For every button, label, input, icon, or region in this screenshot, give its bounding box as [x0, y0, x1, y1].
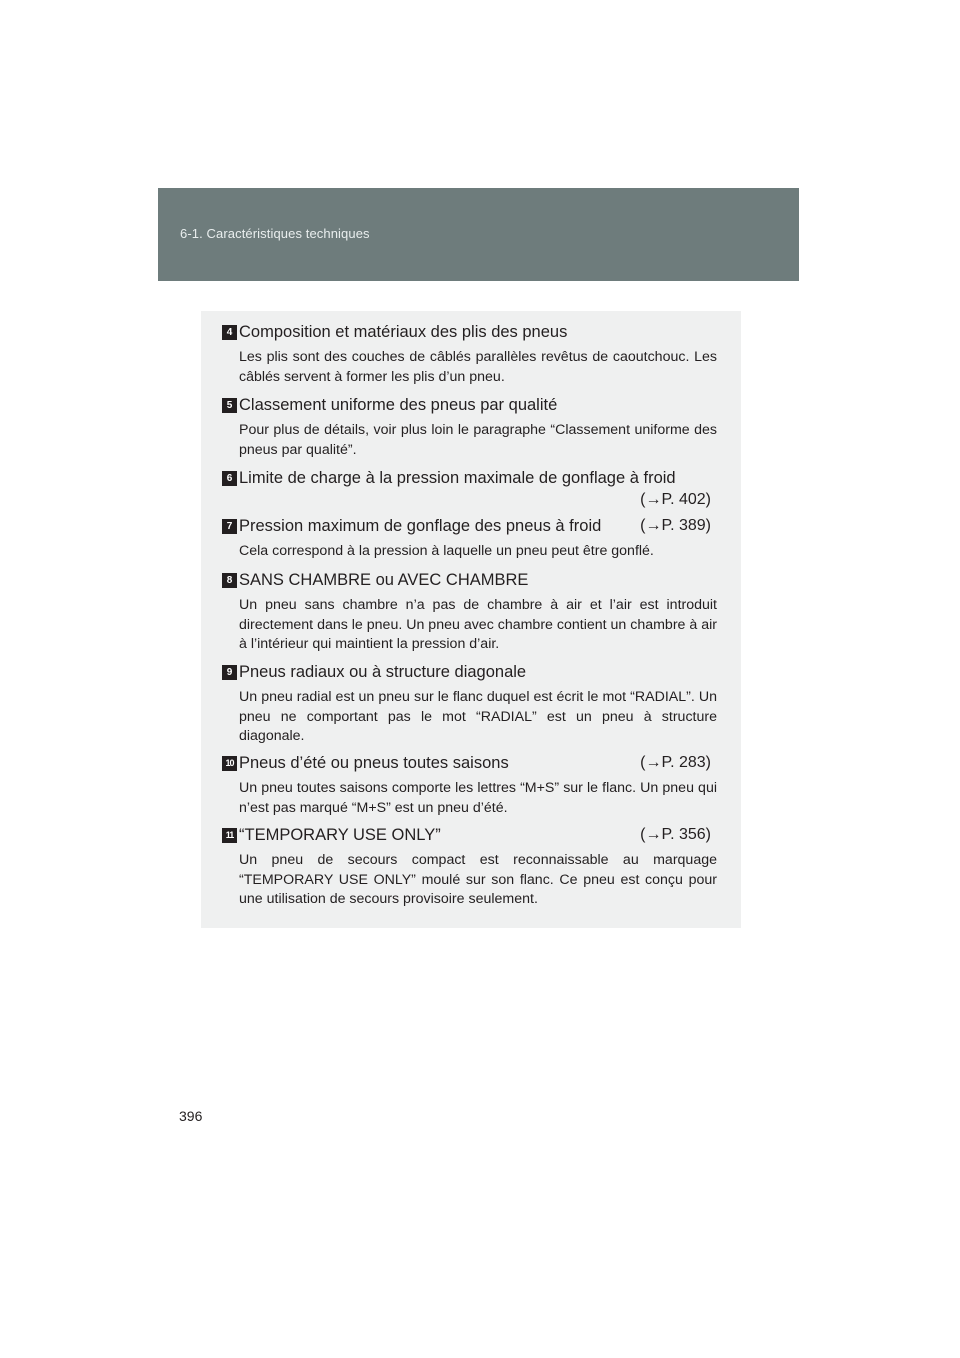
item-title: Composition et matériaux des plis des pneus: [239, 323, 568, 341]
item-number-badge: 5: [222, 398, 237, 413]
item-title: Pneus d’été ou pneus toutes saisons: [239, 754, 509, 772]
item-number-badge: 11: [222, 828, 237, 843]
page-reference: (→P. 356): [640, 826, 711, 843]
item-title: Pression maximum de gonflage des pneus à froid: [239, 517, 602, 535]
item-description: Un pneu de secours compact est reconnaissable au marquage “TEMPORARY USE ONLY” moulé sur son flanc. Ce pneu est conçu pour une utilisation de secours provisoire seulement.: [239, 852, 717, 907]
item-description: Un pneu toutes saisons comporte les lettres “M+S” sur le flanc. Un pneu qui n’est pas marqué “M+S” est un pneu d’été.: [239, 780, 717, 816]
item-number-badge: 7: [222, 519, 237, 534]
item-description: Un pneu radial est un pneu sur le flanc duquel est écrit le mot “RADIAL”. Un pneu ne comportant pas le mot “RADIAL” est un pneu à structure diagonale.: [239, 689, 717, 744]
item-title: SANS CHAMBRE ou AVEC CHAMBRE: [239, 571, 529, 589]
item-description: Pour plus de détails, voir plus loin le paragraphe “Classement uniforme des pneus par qualité”.: [239, 422, 717, 458]
page-reference: (→P. 389): [640, 517, 711, 534]
page-number: 396: [179, 1108, 203, 1124]
item-title: Pneus radiaux ou à structure diagonale: [239, 663, 527, 681]
tire-info-panel: [201, 311, 741, 928]
item-title: Classement uniforme des pneus par qualité: [239, 396, 558, 414]
item-description: Les plis sont des couches de câblés parallèles revêtus de caoutchouc. Les câblés servent à former les plis d’un pneu.: [239, 349, 717, 385]
item-description: Cela correspond à la pression à laquelle un pneu peut être gonflé.: [239, 543, 654, 559]
section-title: 6-1. Caractéristiques techniques: [180, 226, 370, 241]
item-title: Limite de charge à la pression maximale de gonflage à froid: [239, 469, 676, 487]
item-description: Un pneu sans chambre n’a pas de chambre à air et l’air est introduit directement dans le pneu. Un pneu avec chambre contient un chambre à air à l’intérieur qui maintient la pression d’air.: [239, 597, 717, 652]
page-reference: (→P. 402): [640, 491, 711, 508]
item-number-badge: 4: [222, 325, 237, 340]
item-number-badge: 10: [222, 756, 237, 771]
section-header: [158, 188, 799, 281]
item-number-badge: 9: [222, 665, 237, 680]
item-number-badge: 8: [222, 573, 237, 588]
page-reference: (→P. 283): [640, 754, 711, 771]
item-title: “TEMPORARY USE ONLY”: [239, 826, 441, 844]
item-number-badge: 6: [222, 471, 237, 486]
